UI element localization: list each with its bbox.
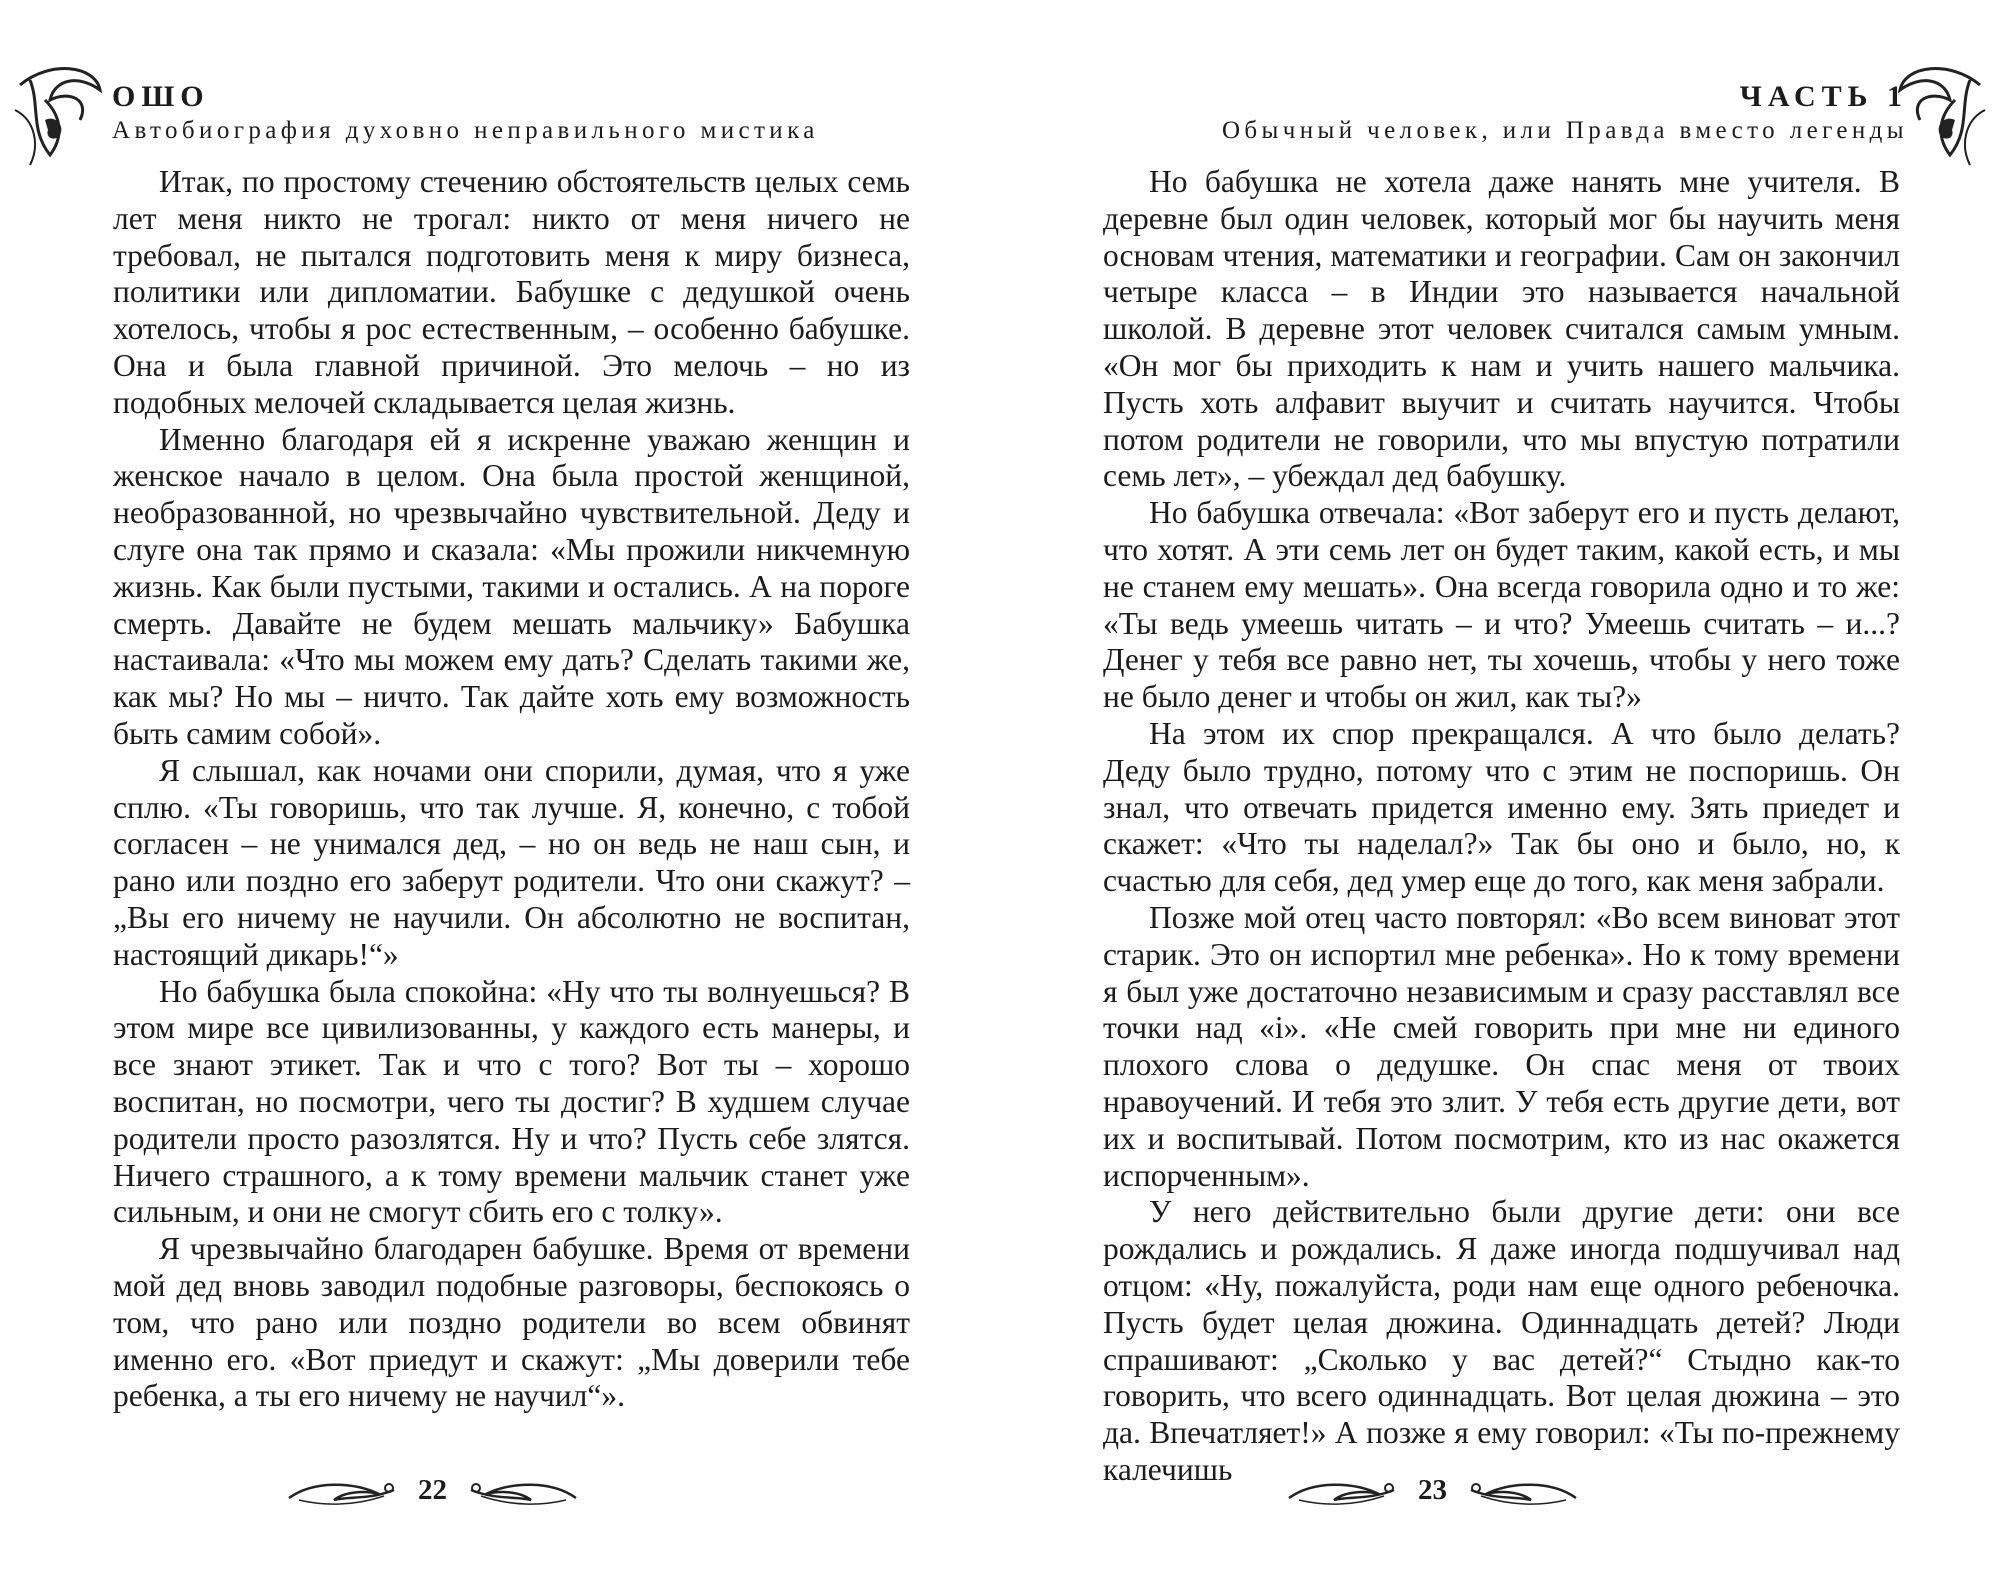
paragraph: Именно благодаря ей я искренне уважаю женщин и женское начало в целом. Она была простой женщиной, необразованной, но чрезвычайно чувствительной. Деду и слуге она так прямо и сказала: «Мы прожили никчемную жизнь. Как были пустыми, такими и остались. А на пороге смерть. Давайте не будем мешать мальчику» Бабушка настаивала: «Что мы можем ему дать? Сделать такими же, как мы? Но мы – ничто. Так дайте хоть ему возможность быть самим собой».: [113, 421, 910, 751]
page-footer: [865, 1470, 2000, 1510]
ornament-swirl-icon: [284, 1470, 404, 1510]
running-head-book-title: Автобиография духовно неправильного мистика: [112, 117, 819, 144]
running-head-chapter-title: Обычный человек, или Правда вместо легенды: [1221, 117, 1908, 144]
ornament-swirl-icon: [1284, 1470, 1404, 1510]
ornament-swirl-icon: [1461, 1470, 1581, 1510]
body-text: [113, 164, 910, 1415]
ornament-swirl-icon: [461, 1470, 581, 1510]
paragraph: Я чрезвычайно благодарен бабушке. Время от времени мой дед вновь заводил подобные разговоры, беспокоясь о том, что рано или поздно родители во всем обвинят именно его. «Вот приедут и скажут: „Мы доверили тебе ребенка, а ты его ничему не научил“».: [113, 1231, 910, 1414]
body-text: [1103, 164, 1900, 1489]
ornament-corner-icon: [10, 60, 110, 170]
page-footer: [0, 1470, 1000, 1510]
paragraph: Но бабушка отвечала: «Вот заберут его и пусть делают, что хотят. А эти семь лет он будет таким, какой есть, и мы не станем ему мешать». Она всегда говорила одно и то же: «Ты ведь умеешь читать – и что? Умеешь считать – и...? Денег у тебя все равно нет, ты хочешь, чтобы у него тоже не было денег и чтобы он жил, как ты?»: [1103, 495, 1900, 715]
page-number: 23: [1418, 1473, 1447, 1506]
paragraph: Позже мой отец часто повторял: «Во всем виноват этот старик. Это он испортил мне ребенка». Но к тому времени я был уже достаточно независимым и сразу расставлял все точки над «і». «Не смей говорить при мне ни единого плохого слова о дедушке. Он спас меня от твоих нравоучений. И тебя это злит. У тебя есть другие дети, вот их и воспитывай. Потом посмотрим, кто из нас окажется испорченным».: [1103, 899, 1900, 1193]
running-head-author: ОШО: [112, 80, 210, 113]
ornament-corner-icon: [1890, 60, 1990, 170]
paragraph: Итак, по простому стечению обстоятельств целых семь лет меня никто не трогал: никто от меня ничего не требовал, не пытался подготовить меня к миру бизнеса, политики или дипломатии. Бабушке с дедушкой очень хотелось, чтобы я рос естественным, – особенно бабушке. Она и была главной причиной. Это мелочь – но из подобных мелочей складывается целая жизнь.: [113, 164, 910, 420]
paragraph: Я слышал, как ночами они спорили, думая, что я уже сплю. «Ты говоришь, что так лучше. Я, конечно, с тобой согласен – не унимался дед, – но он ведь не наш сын, и рано или поздно его заберут родители. Что они скажут? – „Вы его ничему не научили. Он абсолютно не воспитан, настоящий дикарь!“»: [113, 752, 910, 972]
paragraph: Но бабушка была спокойна: «Ну что ты волнуешься? В этом мире все цивилизованны, у каждого есть манеры, и все знают этикет. Так и что с того? Вот ты – хорошо воспитан, но посмотри, чего ты достиг? В худшем случае родители просто разозлятся. Ну и что? Пусть себе злятся. Ничего страшного, а к тому времени мальчик станет уже сильным, и они не смогут сбить его с толку».: [113, 973, 910, 1230]
paragraph: У него действительно были другие дети: они все рождались и рождались. Я даже иногда подшучивал над отцом: «Ну, пожалуйста, роди нам еще одного ребеночка. Пусть будет целая дюжина. Одиннадцать детей? Люди спрашивают: „Сколько у вас детей?“ Стыдно как-то говорить, что всего одиннадцать. Вот целая дюжина – это да. Впечатляет!» А позже я ему говорил: «Ты по-прежнему калечишь: [1103, 1194, 1900, 1487]
running-head-part: ЧАСТЬ 1: [1739, 80, 1908, 113]
paragraph: На этом их спор прекращался. А что было делать? Деду было трудно, потому что с этим не поспоришь. Он знал, что отвечать придется именно ему. Зять приедет и скажет: «Что ты наделал?» Так бы оно и было, но, к счастью для себя, дед умер еще до того, как меня забрали.: [1103, 715, 1900, 899]
paragraph: Но бабушка не хотела даже нанять мне учителя. В деревне был один человек, который мог бы научить меня основам чтения, математики и географии. Сам он закончил четыре класса – в Индии это называется начальной школой. В деревне этот человек считался самым умным. «Он мог бы приходить к нам и учить нашего мальчика. Пусть хоть алфавит выучит и считать научится. Чтобы потом родители не говорили, что мы впустую потратили семь лет», – убеждал дед бабушку.: [1103, 164, 1900, 494]
right-page: [1000, 0, 2000, 1579]
page-number: 22: [418, 1473, 447, 1506]
